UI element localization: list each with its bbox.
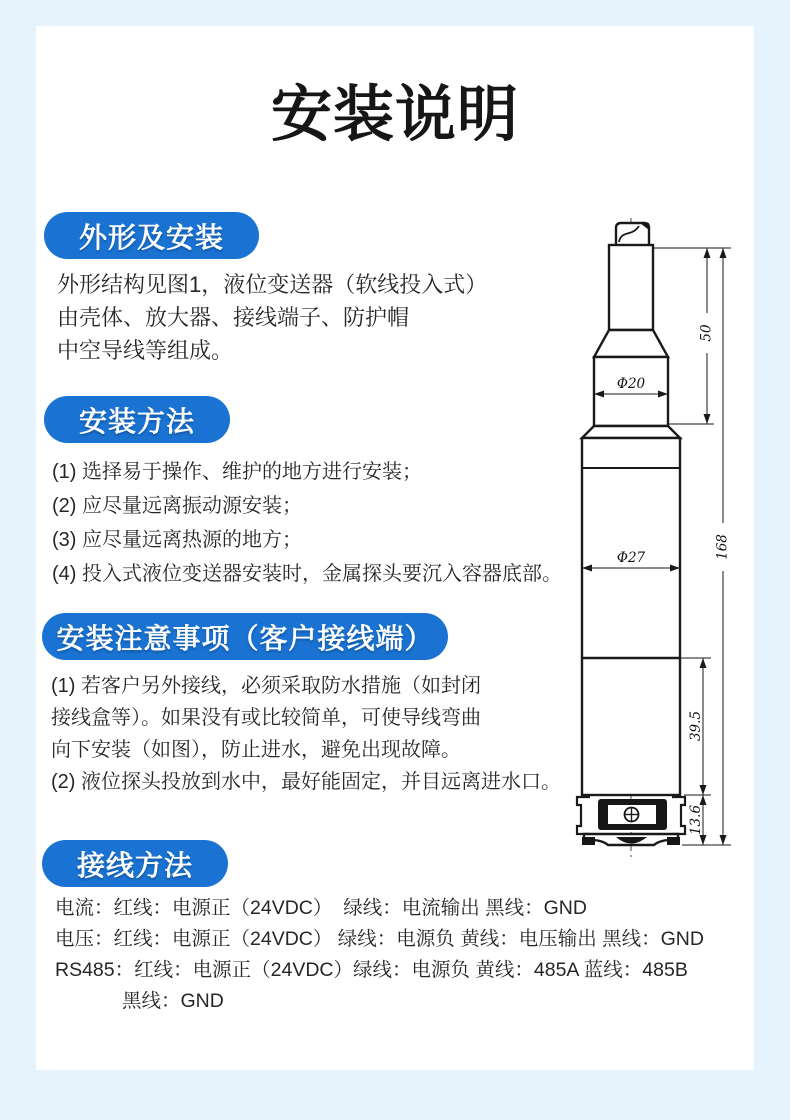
wiring-line-black: 黑线：GND — [122, 990, 224, 1012]
notes-paragraph — [51, 670, 561, 798]
upper-housing — [582, 245, 680, 438]
dimension-lower-section — [688, 658, 704, 795]
method-item-3: (3) 应尽量远离热源的地方； — [52, 529, 302, 551]
cable-gland — [616, 223, 649, 245]
section-heading-method — [44, 396, 230, 443]
method-item-2: (2) 应尽量远离振动源安装； — [52, 495, 302, 517]
dim-39-5-label: 39.5 — [688, 710, 704, 742]
dim-168-label: 168 — [714, 534, 731, 560]
wiring-line-voltage: 电压：红线：电源正（24VDC） 绿线：电源负 黄线：电压输出 黑线：GND — [55, 928, 704, 950]
shape-description — [57, 268, 487, 367]
notes-line-3: 向下安装（如图），防止进水，避免出现故障。 — [51, 739, 461, 761]
wiring-line-current: 电流：红线：电源正（24VDC） 绿线：电流输出 黑线：GND — [55, 897, 587, 919]
section-heading-shape-label: 外形及安装 — [78, 221, 224, 253]
dim-50-label: 50 — [698, 324, 715, 342]
section-heading-notes — [42, 613, 448, 660]
notes-line-2: 接线盒等）。如果没有或比较简单，可使导线弯曲 — [51, 707, 481, 729]
shape-desc-line-2: 由壳体、放大器、接线端子、防护帽 — [57, 305, 410, 330]
device-drawing — [560, 212, 790, 872]
method-item-1: (1) 选择易于操作、维护的地方进行安装； — [52, 461, 422, 483]
method-list — [52, 455, 562, 591]
page-title: 安装说明 — [270, 80, 519, 148]
dimension-total-length — [715, 248, 732, 845]
wiring-line-rs485: RS485：红线：电源正（24VDC）绿线：电源负 黄线：485A 蓝线：485B — [55, 959, 688, 981]
wiring-instructions — [55, 893, 704, 1017]
section-heading-wiring — [42, 840, 228, 887]
section-heading-shape — [44, 212, 259, 259]
section-heading-wiring-label: 接线方法 — [76, 849, 193, 881]
shape-desc-line-1: 外形结构见图1，液位变送器（软线投入式） — [57, 272, 488, 297]
dimension-upper-section — [699, 248, 716, 424]
section-heading-method-label: 安装方法 — [78, 405, 195, 437]
method-item-4: (4) 投入式液位变送器安装时，金属探头要沉入容器底部。 — [52, 563, 562, 585]
notes-line-4: (2) 液位探头投放到水中，最好能固定，并目远离进水口。 — [51, 771, 561, 793]
content-card — [36, 26, 754, 1070]
dia-27-label: Φ27 — [616, 550, 646, 566]
main-body — [582, 438, 680, 795]
shape-desc-line-3: 中空导线等组成。 — [57, 338, 234, 363]
dim-13-6-label: 13.6 — [688, 804, 704, 836]
dia-20-label: Φ20 — [616, 376, 646, 392]
notes-line-1: (1) 若客户另外接线，必须采取防水措施（如封闭 — [51, 675, 481, 697]
section-heading-notes-label: 安装注意事项（客户接线端） — [56, 622, 434, 654]
dimension-end-cap — [688, 795, 704, 845]
probe-end-cap — [577, 797, 685, 845]
